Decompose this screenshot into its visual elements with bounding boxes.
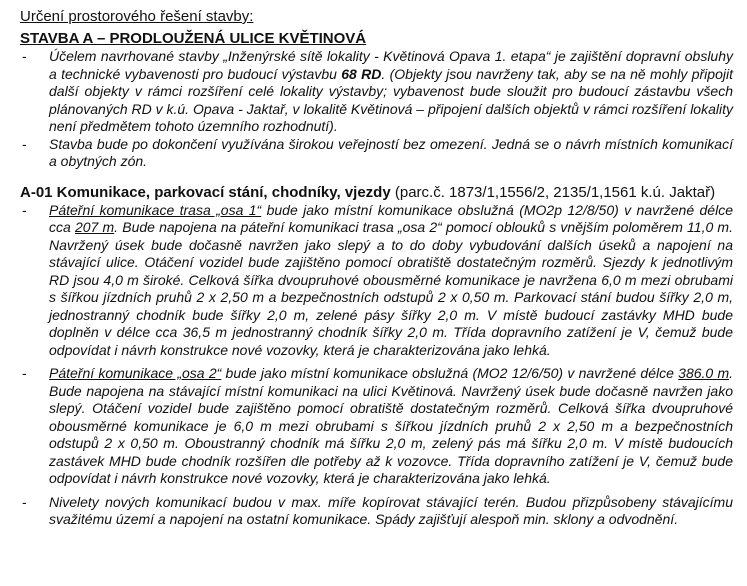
list-item bbox=[20, 48, 733, 136]
section-parcels: (parc.č. 1873/1,1556/2, 2135/1,1561 k.ú. Jaktař) bbox=[390, 183, 716, 201]
intro-bullet-1-rd-count: 68 RD bbox=[341, 65, 382, 82]
bullet-dash: - bbox=[22, 135, 27, 152]
bullet-dash: - bbox=[22, 365, 27, 381]
osa2-text-a: bude jako místní komunikace obslužná (MO2 12/6/50) v navržené délce bbox=[221, 365, 679, 381]
section-bullet-list bbox=[20, 202, 733, 529]
bullet-dash: - bbox=[22, 493, 27, 510]
stavba-heading: STAVBA A – PRODLOUŽENÁ ULICE KVĚTINOVÁ bbox=[20, 30, 367, 47]
list-item bbox=[20, 136, 733, 171]
osa2-text-b: . Bude napojena na stávající místní komunikaci na ulici Květinová. Navržený úsek bude dočasně navržen jako slepý. Otáčení vozidel bude zajištěno pomocí obratiště dostatečným rozměrů. Celková šířka dvoupruhové obousměrné komunikace je 6,0 m mezi obrubami s šířkou jízdních pruhů 2 x 2,50 m a bezpečnostních odstupů 2 x 0,50 m. Oboustranný chodník má šířku 2,0 m, zelený pás má šířku 2,0 m. V místě budoucích zastávek MHD bude chodník rozšířen dle potřeby až k vozovce. Třída dopravního zatížení je V, čemuž bude odpovídat i návrh konstrukce nové vozovky, která je charakterizována jako lehká. bbox=[49, 365, 733, 486]
intro-bullet-1-after: . (Objekty jsou navrženy tak, aby se na ně mohly připojit další objekty v rámci rozšíření celé lokality výstavby; vybavenost bude sloužit pro budoucí zástavbu všech plánovaných RD v k.ú. Opava - Jaktař, v lokalitě Květinová – připojení dalších objektů v rámci rozšíření lokality není předmětem tohoto územního rozhodnutí). bbox=[49, 65, 733, 134]
osa1-length: 207 m bbox=[74, 219, 115, 235]
osa1-title: Páteřní komunikace trasa „osa 1“ bbox=[49, 201, 262, 218]
intro-bullet-2-text: Stavba bude po dokončení využívána širokou veřejností bez omezení. Jedná se o návrh místních komunikací a obytných zón. bbox=[49, 135, 733, 169]
bullet-dash: - bbox=[22, 201, 27, 218]
intro-heading: Určení prostorového řešení stavby: bbox=[20, 8, 254, 25]
section-title bbox=[20, 183, 733, 202]
list-item bbox=[20, 494, 733, 529]
bullet-dash: - bbox=[22, 48, 27, 64]
list-item bbox=[20, 202, 733, 360]
osa1-text-a: bude jako místní komunikace obslužná (MO2p 12/8/50) v navržené délce cca bbox=[49, 201, 733, 235]
osa2-length: 386.0 m bbox=[678, 365, 730, 381]
list-item bbox=[20, 365, 733, 488]
osa2-title: Páteřní komunikace „osa 2“ bbox=[49, 365, 222, 381]
intro-bullet-1-before: Účelem navrhované stavby „Inženýrské sítě lokality - Květinová Opava 1. etapa“ je zajištění dopravní obsluhy a technické vybavenosti pro budoucí výstavbu bbox=[49, 48, 733, 82]
section-code-title: A-01 Komunikace, parkovací stání, chodníky, vjezdy bbox=[20, 183, 391, 201]
intro-bullet-list bbox=[20, 48, 733, 171]
osa1-text-b: . Bude napojena na páteřní komunikaci trasa „osa 2“ pomocí oblouků s vnějším poloměrem 11,0 m. Navržený úsek bude dočasně navržen jako slepý a to do doby vybudování dalších úseků a napojení na stávající ulice. Otáčení vozidel bude zajištěno pomocí obratiště dostatečným rozměrů. Sjezdy k jednotlivým RD jsou 4,0 m široké. Celková šířka dvoupruhové obousměrné komunikace je navržena 6,0 m mezi obrubami s šířkou jízdních pruhů 2 x 2,50 m a bezpečnostních odstupů 2 x 0,50 m. Parkovací stání budou šířky 2,0 m, jednostranný chodník bude šířky 2,0 m, zelené pásy šířky 2,0 m. V místě budoucí zastávky MHD bude doplněn v délce cca 36,5 m jednostranný chodník šířky 2,0 m. Třída dopravního zatížení je V, čemuž bude odpovídat i návrh konstrukce nové vozovky, která je charakterizována jako lehká. bbox=[49, 219, 733, 358]
nivelety-text: Nivelety nových komunikací budou v max. míře kopírovat stávající terén. Budou přizpůsobeny stávajícímu svažitému území a napojení na ostatní komunikace. Spády zajišťují alespoň min. sklony a odvodnění. bbox=[49, 493, 733, 527]
